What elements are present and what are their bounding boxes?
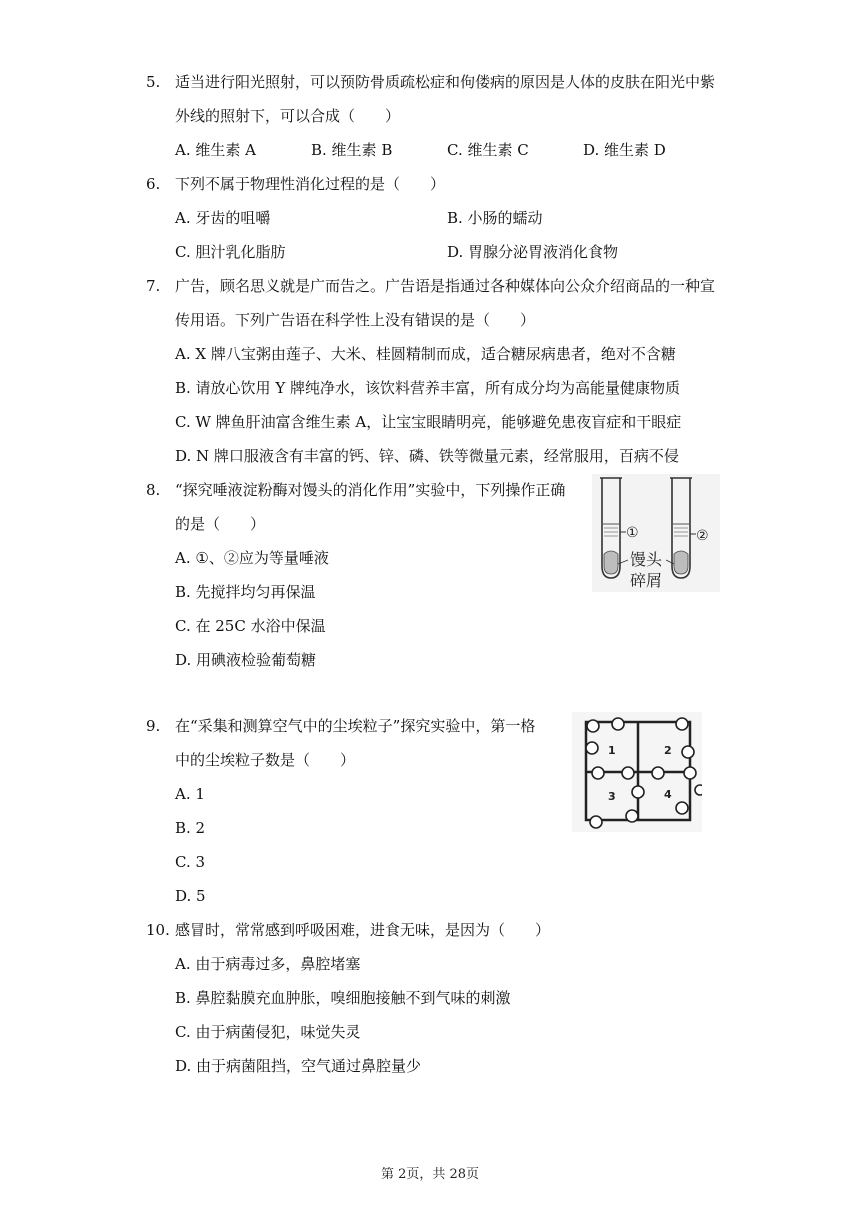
question-stem: 在“采集和测算空气中的尘埃粒子”探究实验中，第一格 <box>175 717 536 735</box>
option-d: D. 维生素 D <box>583 141 666 159</box>
option-c: C. 由于病菌侵犯，味觉失灵 <box>175 1023 361 1041</box>
option-a: A. X 牌八宝粥由莲子、大米、桂圆精制而成，适合糖尿病患者，绝对不含糖 <box>175 345 676 363</box>
question-stem: 外线的照射下，可以合成（ ） <box>175 107 401 125</box>
question-number: 9. <box>146 717 161 735</box>
option-c: C. 3 <box>175 853 206 871</box>
option-b: B. 鼻腔黏膜充血肿胀，嗅细胞接触不到气味的刺激 <box>175 989 511 1007</box>
option-d: D. 用碘液检验葡萄糖 <box>175 651 317 669</box>
tube-caption-2: 碎屑 <box>630 571 663 590</box>
grid-cell-label-1: 1 <box>608 744 616 757</box>
option-a: A. ①、②应为等量唾液 <box>175 549 329 567</box>
option-c: C. 维生素 C <box>447 141 529 159</box>
option-b: B. 请放心饮用 Y 牌纯净水，该饮料营养丰富，所有成分均为高能量健康物质 <box>175 379 681 397</box>
grid-cell-label-2: 2 <box>664 744 672 757</box>
question-number: 6. <box>146 175 161 193</box>
option-a: A. 牙齿的咀嚼 <box>175 209 271 227</box>
question-number: 10. <box>146 921 170 939</box>
grid-cell-label-3: 3 <box>608 790 616 803</box>
option-a: A. 由于病毒过多，鼻腔堵塞 <box>175 955 361 973</box>
option-c: C. W 牌鱼肝油富含维生素 A，让宝宝眼睛明亮，能够避免患夜盲症和干眼症 <box>175 413 682 431</box>
page-footer: 第 2页，共 28页 <box>380 1167 480 1182</box>
dust-grid-figure <box>572 712 702 832</box>
tube-caption-1: 馒头 <box>630 550 663 569</box>
option-d: D. 5 <box>175 887 206 905</box>
question-number: 8. <box>146 481 161 499</box>
option-c: C. 在 25C 水浴中保温 <box>175 617 326 635</box>
option-a: A. 1 <box>175 785 205 803</box>
tube-label-1: ① <box>626 525 639 541</box>
option-d: D. 由于病菌阻挡，空气通过鼻腔量少 <box>175 1057 422 1075</box>
test-tubes-figure <box>592 474 720 592</box>
option-d: D. 胃腺分泌胃液消化食物 <box>447 243 619 261</box>
grid-cell-label-4: 4 <box>664 788 672 801</box>
question-stem: 传用语。下列广告语在科学性上没有错误的是（ ） <box>175 311 536 329</box>
question-stem: “探究唾液淀粉酶对馒头的消化作用”实验中，下列操作正确 <box>175 481 566 499</box>
question-stem: 广告，顾名思义就是广而告之。广告语是指通过各种媒体向公众介绍商品的一种宣 <box>175 277 716 295</box>
question-stem: 适当进行阳光照射，可以预防骨质疏松症和佝偻病的原因是人体的皮肤在阳光中紫 <box>175 73 716 91</box>
question-stem: 下列不属于物理性消化过程的是（ ） <box>175 175 446 193</box>
question-stem: 感冒时，常常感到呼吸困难，进食无味，是因为（ ） <box>175 921 551 939</box>
question-number: 7. <box>146 277 161 295</box>
question-stem: 的是（ ） <box>175 515 266 533</box>
option-b: B. 维生素 B <box>311 141 393 159</box>
option-c: C. 胆汁乳化脂肪 <box>175 243 286 261</box>
option-b: B. 2 <box>175 819 206 837</box>
tube-label-2: ② <box>696 528 709 544</box>
option-d: D. N 牌口服液含有丰富的钙、锌、磷、铁等微量元素，经常服用，百病不侵 <box>175 447 679 465</box>
option-b: B. 小肠的蠕动 <box>447 209 543 227</box>
question-stem: 中的尘埃粒子数是（ ） <box>175 751 356 769</box>
question-number: 5. <box>146 73 161 91</box>
option-b: B. 先搅拌均匀再保温 <box>175 583 316 601</box>
option-a: A. 维生素 A <box>175 141 256 159</box>
